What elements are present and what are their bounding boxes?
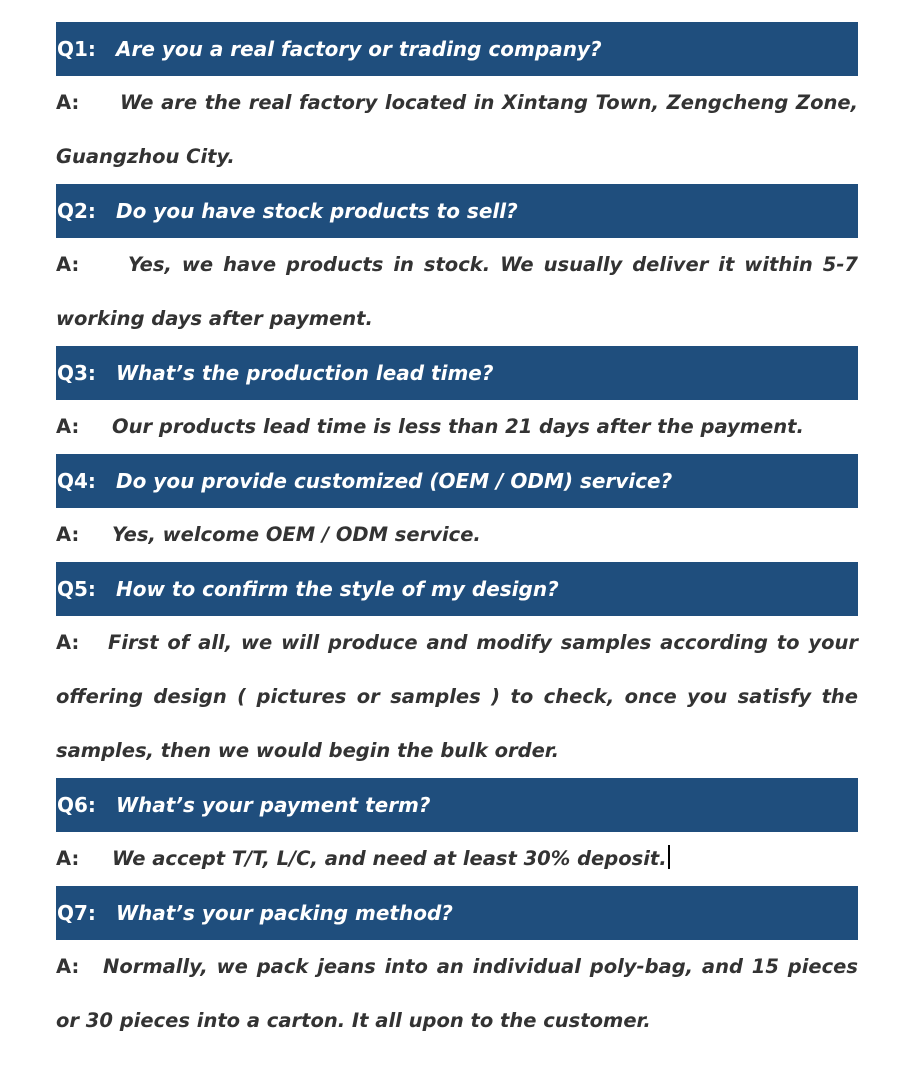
answer-prefix: A: bbox=[56, 91, 80, 114]
answer-paragraph-6 bbox=[56, 832, 858, 886]
question-number: Q2: bbox=[57, 199, 96, 223]
question-bar-7 bbox=[56, 886, 858, 940]
question-number: Q5: bbox=[57, 577, 96, 601]
answer-paragraph-1 bbox=[56, 76, 858, 184]
answer-text: We are the real factory located in Xintang Town, Zengcheng Zone, Guangzhou City. bbox=[56, 91, 858, 168]
question-bar-1 bbox=[56, 22, 858, 76]
answer-prefix: A: bbox=[56, 415, 80, 438]
answer-paragraph-5 bbox=[56, 616, 858, 778]
question-text: Do you have stock products to sell? bbox=[116, 199, 518, 223]
question-text: How to confirm the style of my design? bbox=[116, 577, 559, 601]
question-number: Q4: bbox=[57, 469, 96, 493]
question-text: Are you a real factory or trading company? bbox=[116, 37, 602, 61]
answer-prefix: A: bbox=[56, 631, 80, 654]
answer-text: We accept T/T, L/C, and need at least 30% deposit. bbox=[112, 847, 667, 870]
question-bar-6 bbox=[56, 778, 858, 832]
answer-prefix: A: bbox=[56, 847, 80, 870]
faq-document bbox=[56, 22, 858, 1048]
answer-paragraph-7 bbox=[56, 940, 858, 1048]
question-bar-3 bbox=[56, 346, 858, 400]
question-bar-2 bbox=[56, 184, 858, 238]
question-bar-5 bbox=[56, 562, 858, 616]
answer-text: Our products lead time is less than 21 days after the payment. bbox=[112, 415, 804, 438]
answer-prefix: A: bbox=[56, 955, 80, 978]
question-number: Q1: bbox=[57, 37, 96, 61]
answer-paragraph-3 bbox=[56, 400, 858, 454]
text-cursor bbox=[668, 845, 670, 869]
answer-text: Yes, welcome OEM / ODM service. bbox=[112, 523, 481, 546]
question-text: What’s the production lead time? bbox=[116, 361, 494, 385]
answer-text: Normally, we pack jeans into an individual poly-bag, and 15 pieces or 30 pieces into a carton. It all upon to the customer. bbox=[56, 955, 858, 1032]
answer-paragraph-2 bbox=[56, 238, 858, 346]
answer-text: Yes, we have products in stock. We usually deliver it within 5-7 working days after payment. bbox=[56, 253, 858, 330]
question-text: What’s your payment term? bbox=[116, 793, 431, 817]
answer-text: First of all, we will produce and modify samples according to your offering design ( pictures or samples ) to check, once you satisfy the samples, then we would begin the bulk order. bbox=[56, 631, 858, 762]
question-number: Q6: bbox=[57, 793, 96, 817]
question-text: Do you provide customized (OEM / ODM) service? bbox=[116, 469, 673, 493]
answer-paragraph-4 bbox=[56, 508, 858, 562]
answer-prefix: A: bbox=[56, 523, 80, 546]
answer-prefix: A: bbox=[56, 253, 80, 276]
question-text: What’s your packing method? bbox=[116, 901, 453, 925]
question-bar-4 bbox=[56, 454, 858, 508]
question-number: Q7: bbox=[57, 901, 96, 925]
question-number: Q3: bbox=[57, 361, 96, 385]
